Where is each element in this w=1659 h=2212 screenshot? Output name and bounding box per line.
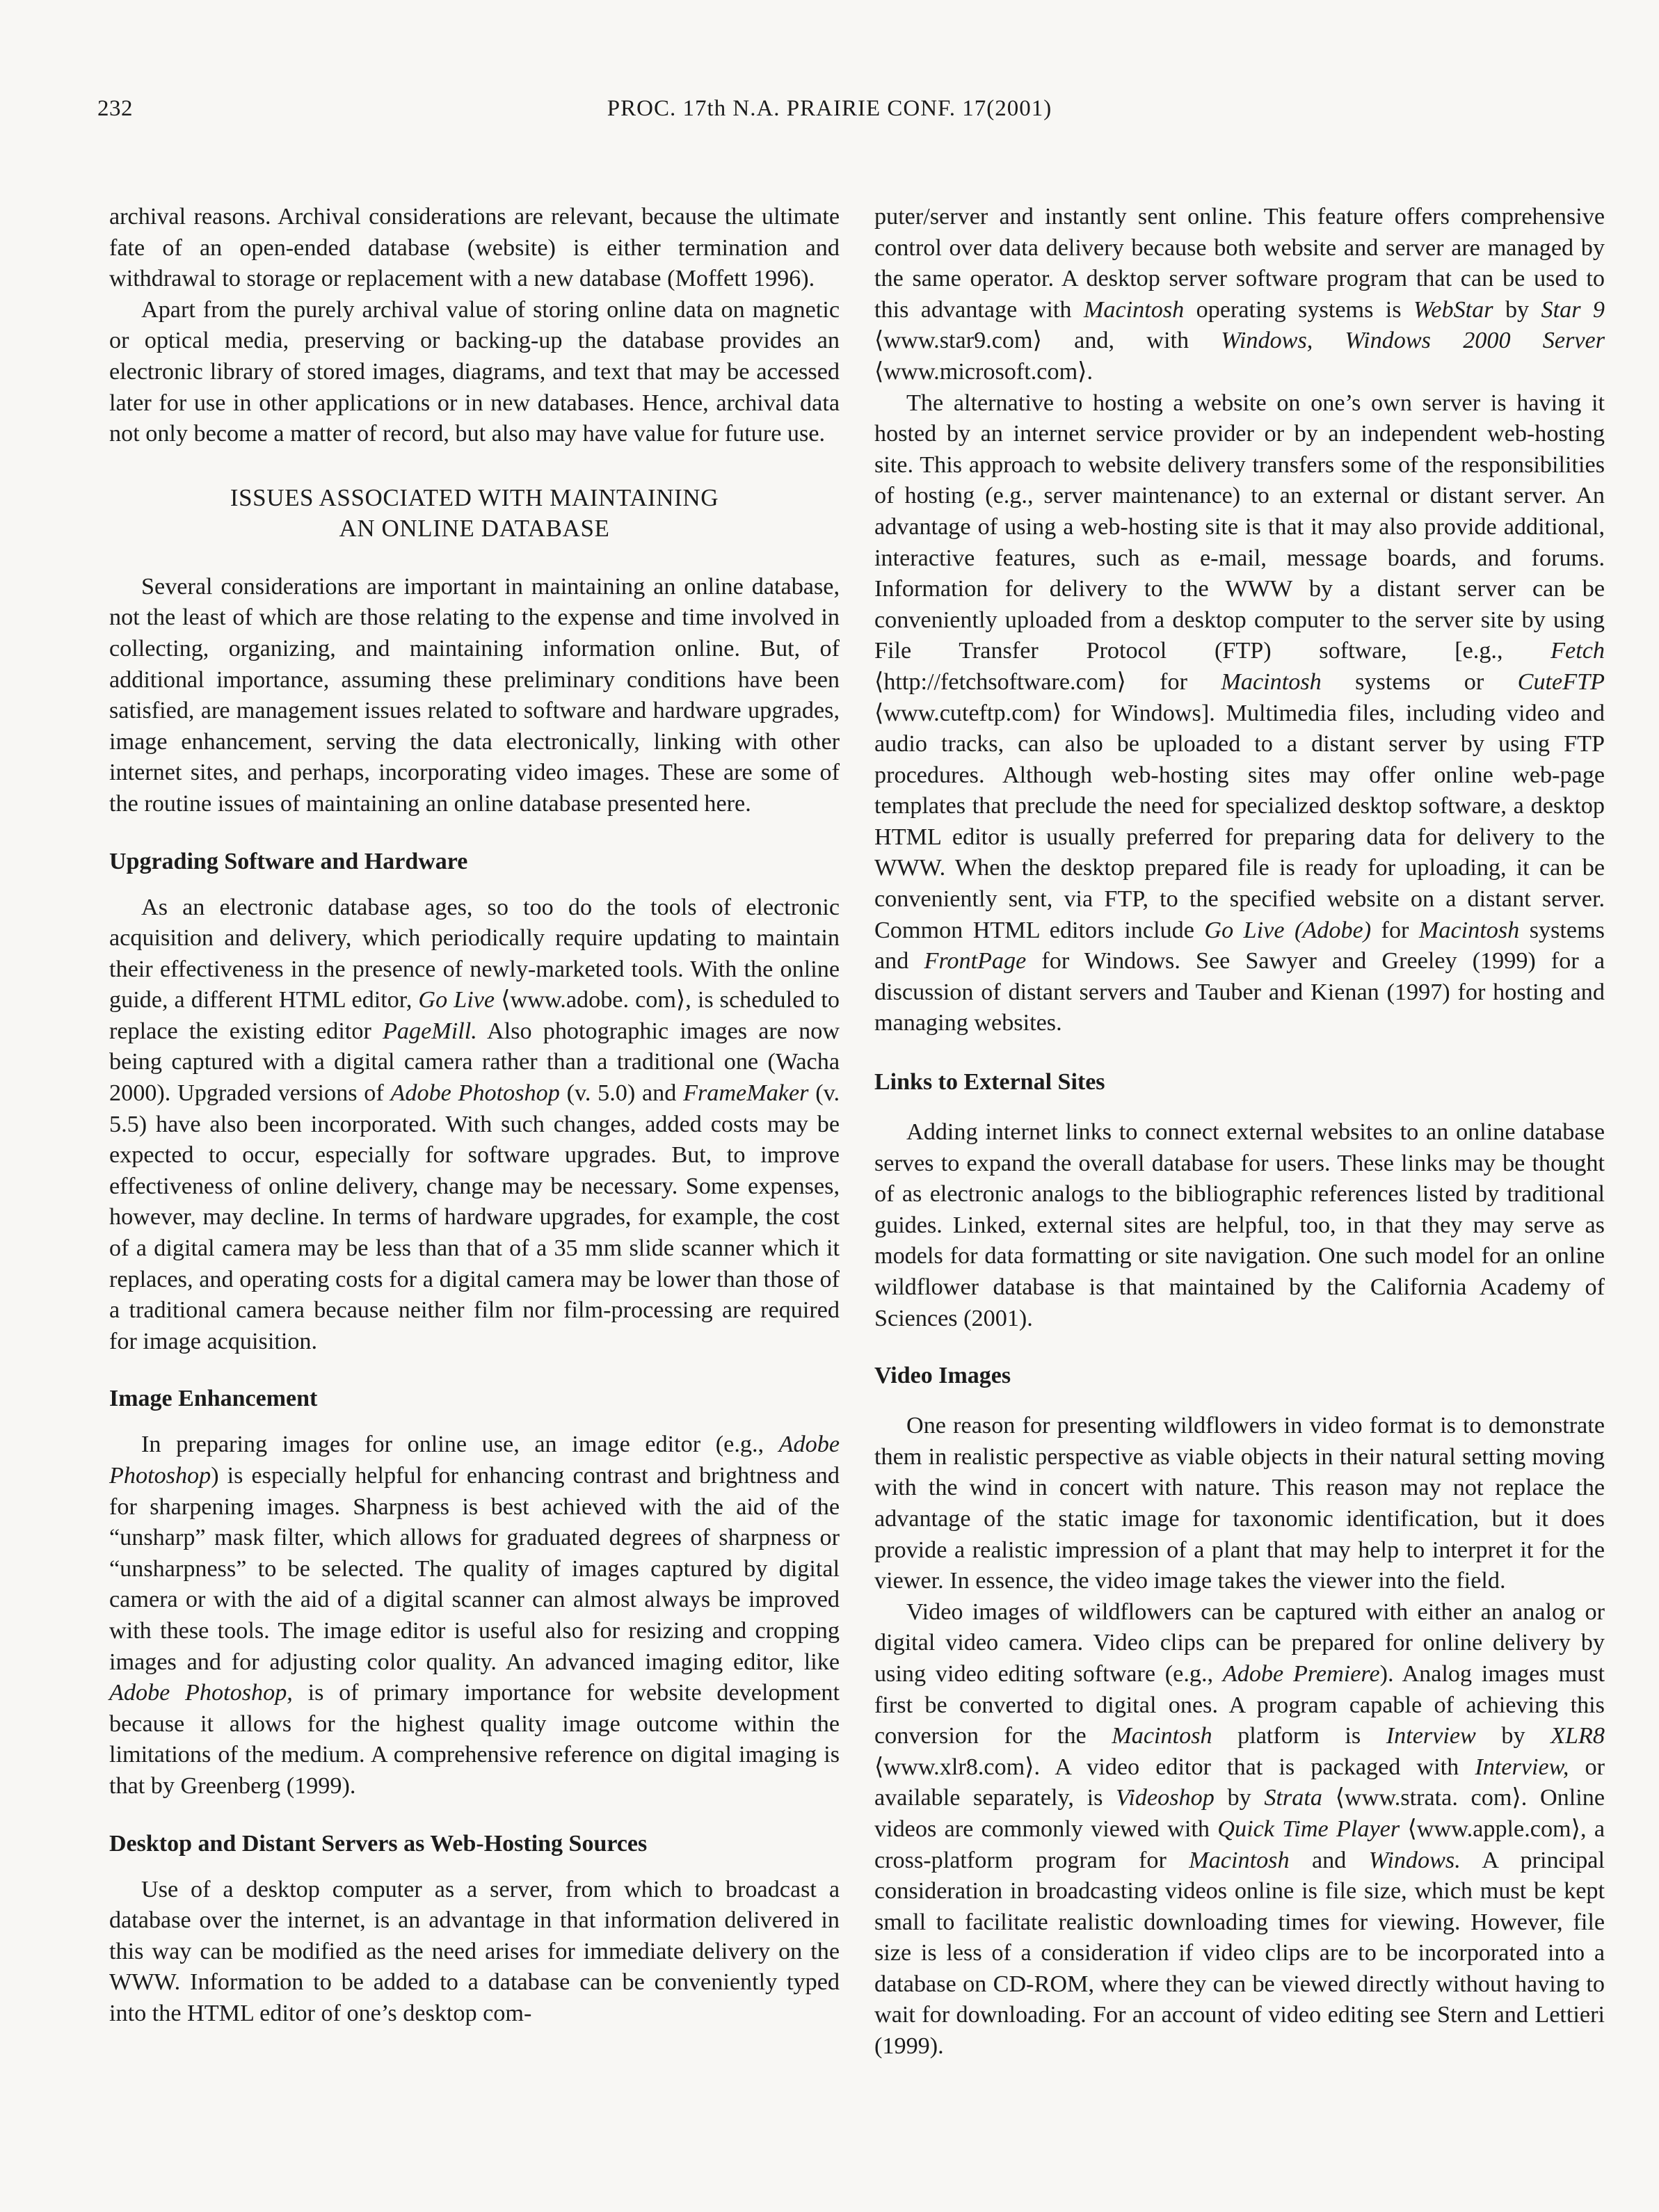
section-heading [109,483,840,544]
subheading-links: Links to External Sites [874,1069,1105,1096]
paragraph: puter/server and instantly sent online. This feature offers comprehensive control over data delivery because both website and server are managed by the same operator. A desktop server software program that can be used to this advantage with Macintosh operating systems is WebStar by Star 9 ⟨www.star9.com⟩ and, with Windows, Windows 2000 Server ⟨www.microsoft.com⟩. [874,204,1605,385]
paragraph: Several considerations are important in maintaining an online database, not the least of which are those relating to the expense and time involved in collecting, organizing, and maintaining information online. But, of additional importance, assuming these preliminary conditions have been satisfied, are management issues related to software and hardware upgrades, image enhancement, serving the data electronically, linking with other internet sites, and perhaps, incorporating video images. These are some of the routine issues of maintaining an online database presented here. [109,573,840,817]
paragraph: Apart from the purely archival value of storing online data on magnetic or optical media, preserving or backing-up the database provides an electronic library of stored images, diagrams, and text that may be accessed later for use in other applications or in new databases. Hence, archival data not only become a matter of record, but also may have value for future use. [109,296,840,447]
subheading-video: Video Images [874,1363,1011,1389]
paragraph: In preparing images for online use, an image editor (e.g., Adobe Photoshop) is especially helpful for enhancing contrast and brightness and for sharpening images. Sharpness is best achieved with the aid of the “unsharp” mask filter, which allows for graduated degrees of sharpness or “unsharpness” to be selected. The quality of images captured by digital camera or with the aid of a digital scanner can almost always be improved with these tools. The image editor is useful also for resizing and cropping images and for adjusting color quality. An advanced imaging editor, like Adobe Photoshop, is of primary importance for website development because it allows for the highest quality image outcome within the limitations of the medium. A comprehensive reference on digital imaging is that by Greenberg (1999). [109,1432,840,1799]
left-column [109,202,840,2030]
subheading-upgrading: Upgrading Software and Hardware [109,848,468,874]
paragraph: Video images of wildflowers can be captured with either an analog or digital video camera. Video clips can be prepared for online delivery by using video editing software (e.g., Adobe Premiere). Analog images must first be converted to digital ones. A program capable of achieving this conversion for the Macintosh platform is Interview by XLR8 ⟨www.xlr8.com⟩. A video editor that is packaged with Interview, or available separately, is Videoshop by Strata ⟨www.strata. com⟩. Online videos are commonly viewed with Quick Time Player ⟨www.apple.com⟩, a cross-platform program for Macintosh and Windows. A principal consideration in broadcasting videos online is file size, which must be kept small to facilitate realistic downloading times for viewing. However, file size is less of a consideration if video clips are to be incorporated into a database on CD-ROM, where they can be viewed directly without having to wait for downloading. For an account of video editing see Stern and Lettieri (1999). [874,1598,1605,2060]
paragraph: Use of a desktop computer as a server, from which to broadcast a database over the internet, is an advantage in that information delivered in this way can be modified as the need arises for immediate delivery on the WWW. Information to be added to a database can be conveniently typed into the HTML editor of one’s desktop com- [109,1876,840,2026]
paragraph: archival reasons. Archival considerations are relevant, because the ultimate fate of an open-ended database (website) is either termination and withdrawal to storage or replacement with a new database (Moffett 1996). [109,204,840,292]
paragraph: The alternative to hosting a website on one’s own server is having it hosted by an internet service provider or by an independent web-hosting site. This approach to website delivery transfers some of the responsibilities of hosting (e.g., server maintenance) to an external or distant server. An advantage of using a web-hosting site is that it may also provide additional, interactive features, such as e-mail, message boards, and forums. Information for delivery to the WWW by a distant server can be conveniently uploaded from a desktop computer to the server site by using File Transfer Protocol (FTP) software, [e.g., Fetch ⟨http://fetchsoftware.com⟩ for Macintosh systems or CuteFTP ⟨www.cuteftp.com⟩ for Windows]. Multimedia files, including video and audio tracks, can also be uploaded to a distant server by using FTP procedures. Although web-hosting sites may offer online web-page templates that preclude the need for specialized desktop software, a desktop HTML editor is usually preferred for preparing data for delivery to the WWW. When the desktop prepared file is ready for uploading, it can be conveniently sent, via FTP, to the specified website on a distant server. Common HTML editors include Go Live (Adobe) for Macintosh systems and FrontPage for Windows. See Sawyer and Greeley (1999) for a discussion of distant servers and Tauber and Kienan (1997) for hosting and managing websites. [874,390,1605,1036]
page-number: 232 [97,96,133,121]
paragraph: One reason for presenting wildflowers in video format is to demonstrate them in realistic perspective as viable objects in their natural setting moving with the wind in concert with nature. This reason may not replace the advantage of the static image for taxonomic identification, but it does provide a realistic impression of a plant that may help to interpret it for the viewer. In essence, the video image takes the viewer into the field. [874,1413,1605,1594]
subheading-image-enhancement: Image Enhancement [109,1386,318,1412]
right-column [874,202,1605,2062]
section-heading-line: AN ONLINE DATABASE [339,514,610,542]
paragraph: Adding internet links to connect external websites to an online database serves to expand the overall database for users. These links may be thought of as electronic analogs to the bibliographic references listed by traditional guides. Linked, external sites are helpful, too, in that they may serve as models for data formatting or site navigation. One such model for an online wildflower database is that maintained by the California Academy of Sciences (2001). [874,1119,1605,1331]
journal-title: PROC. 17th N.A. PRAIRIE CONF. 17(2001) [607,96,1052,121]
section-heading-line: ISSUES ASSOCIATED WITH MAINTAINING [230,483,719,511]
paragraph: As an electronic database ages, so too do the tools of electronic acquisition and delivery, which periodically require updating to maintain their effectiveness in the presence of newly-marketed tools. With the online guide, a different HTML editor, Go Live ⟨www.adobe. com⟩, is scheduled to replace the existing editor PageMill. Also photographic images are now being captured with a digital camera rather than a traditional one (Wacha 2000). Upgraded versions of Adobe Photoshop (v. 5.0) and FrameMaker (v. 5.5) have also been incorporated. With such changes, added costs may be expected to occur, especially for software upgrades. But, to improve effectiveness of online delivery, change may be necessary. Some expenses, however, may decline. In terms of hardware upgrades, for example, the cost of a digital camera may be less than that of a 35 mm slide scanner which it replaces, and operating costs for a digital camera may be lower than those of a traditional camera because neither film nor film-processing are required for image acquisition. [109,894,840,1354]
subheading-servers: Desktop and Distant Servers as Web-Hosting Sources [109,1830,648,1857]
running-head [0,96,1659,131]
